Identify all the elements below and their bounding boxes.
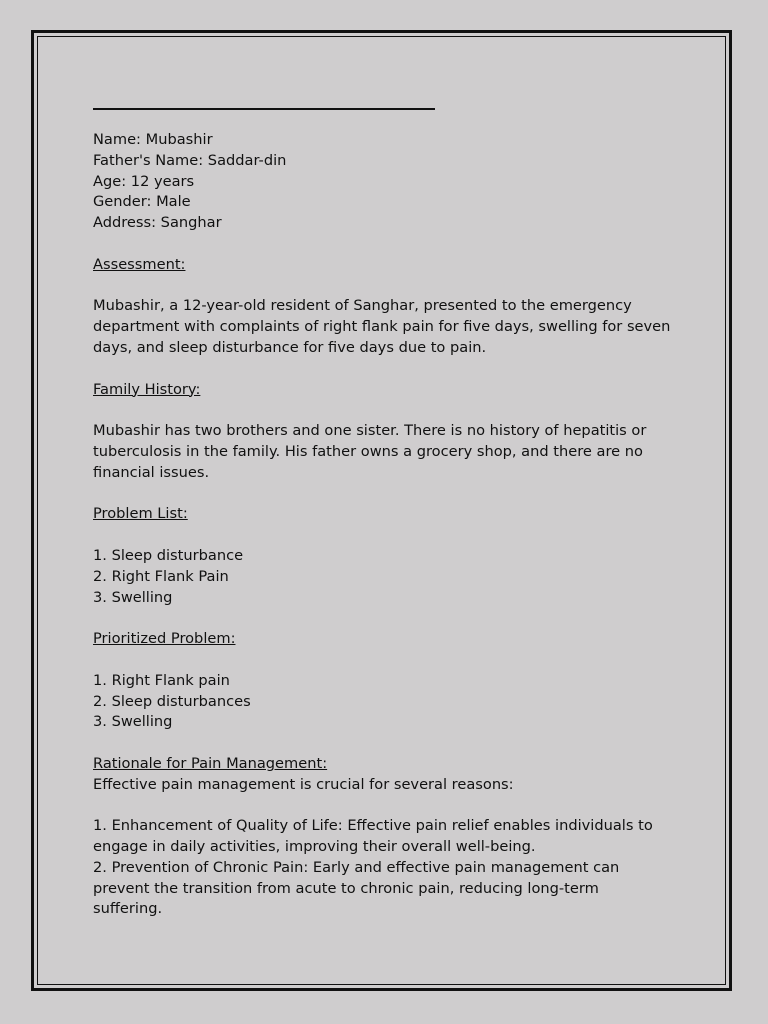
patient-name: Name: Mubashir	[93, 131, 213, 148]
rationale-line: prevent the transition from acute to chronic pain, reducing long-term	[93, 879, 599, 897]
problem-list-item: 1. Sleep disturbance	[93, 546, 244, 564]
rationale-intro: Effective pain management is crucial for several reasons:	[93, 775, 514, 793]
rationale-line: 1. Enhancement of Quality of Life: Effective pain relief enables individuals to	[93, 817, 653, 835]
family-history-line: financial issues.	[93, 463, 210, 481]
family-history-line: tuberculosis in the family. His father owns a grocery shop, and there are no	[93, 442, 643, 460]
prioritized-problem-item: 1. Right Flank pain	[93, 671, 230, 689]
patient-age: Age: 12 years	[93, 172, 195, 190]
assessment-line: department with complaints of right flank pain for five days, swelling for seven	[93, 318, 671, 336]
prioritized-problem-item: 2. Sleep disturbances	[93, 692, 251, 710]
family-history-heading: Family History:	[93, 380, 201, 398]
problem-list-heading: Problem List:	[93, 505, 188, 523]
rationale-heading: Rationale for Pain Management:	[93, 754, 328, 772]
assessment-heading: Assessment:	[93, 255, 186, 273]
assessment-line: Mubashir, a 12-year-old resident of Sanghar, presented to the emergency	[93, 297, 632, 315]
prioritized-problem-heading: Prioritized Problem:	[93, 630, 236, 648]
patient-gender: Gender: Male	[93, 193, 191, 211]
assessment-line: days, and sleep disturbance for five days due to pain.	[93, 338, 487, 356]
problem-list-item: 2. Right Flank Pain	[93, 567, 229, 585]
patient-address: Address: Sanghar	[93, 214, 222, 232]
patient-father: Father's Name: Saddar-din	[93, 151, 287, 169]
rationale-line: suffering.	[93, 900, 163, 918]
rationale-line: 2. Prevention of Chronic Pain: Early and effective pain management can	[93, 858, 620, 876]
rationale-line: engage in daily activities, improving their overall well-being.	[93, 838, 536, 856]
prioritized-problem-item: 3. Swelling	[93, 713, 173, 731]
document-body	[93, 130, 683, 920]
family-history-line: Mubashir has two brothers and one sister. There is no history of hepatitis or	[93, 422, 647, 440]
problem-list-item: 3. Swelling	[93, 588, 173, 606]
signature-rule	[93, 108, 435, 110]
